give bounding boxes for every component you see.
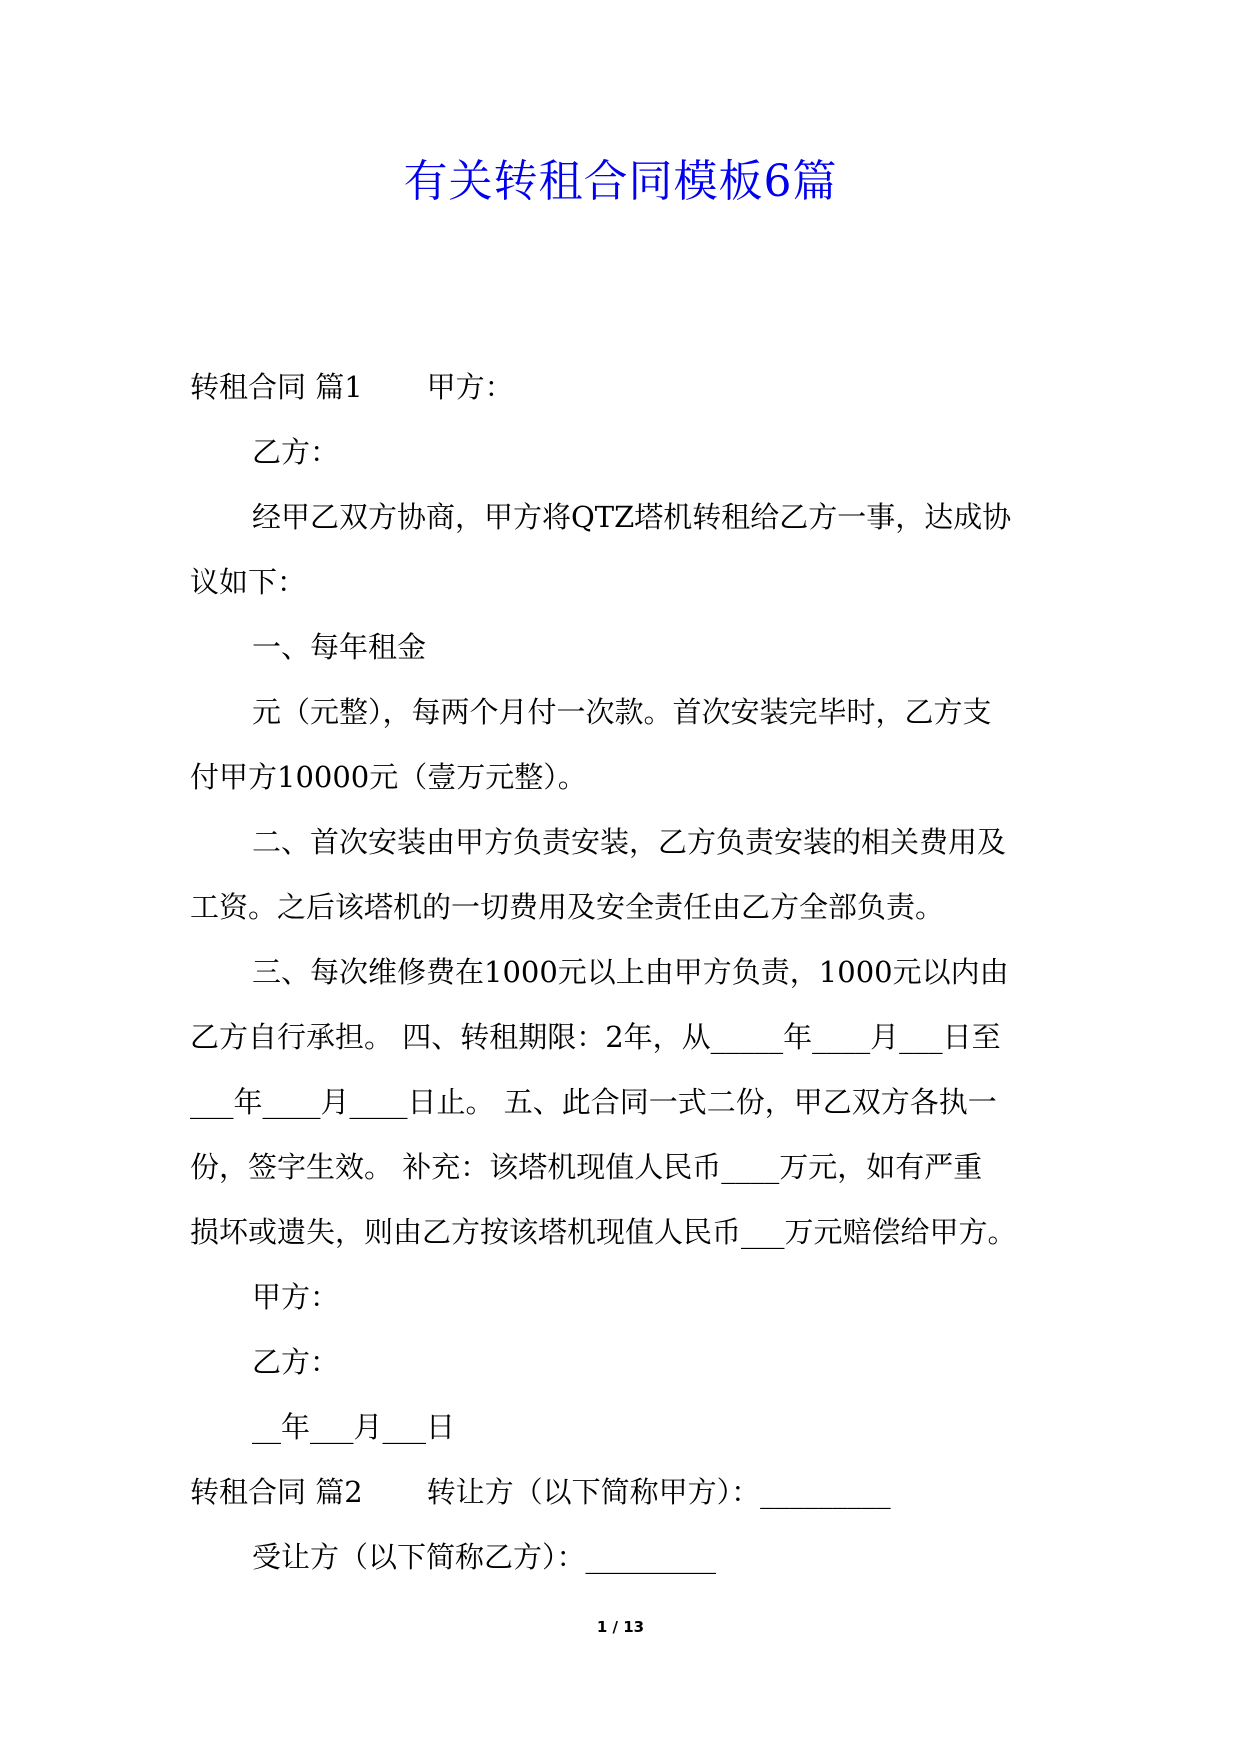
paragraph-line: 一、每年租金 — [252, 630, 427, 664]
paragraph-line: 议如下： — [190, 565, 307, 599]
section-1-party-a: 甲方： — [426, 370, 514, 404]
section-2-party-b: 受让方（以下简称乙方）：_________ — [252, 1540, 717, 1574]
paragraph-line: 工资。之后该塔机的一切费用及安全责任由乙方全部负责。 — [190, 890, 945, 924]
section-1-party-b: 乙方： — [252, 435, 340, 469]
paragraph-line: 元（元整），每两个月付一次款。首次安装完毕时，乙方支 — [252, 695, 992, 729]
paragraph-line: 付甲方10000元（壹万元整）。 — [190, 760, 587, 794]
section-2-heading-line — [190, 1460, 1060, 1525]
section-1-date: __年___月___日 — [252, 1410, 456, 1444]
document-title: 有关转租合同模板6篇 — [403, 156, 838, 207]
section-2-heading: 转租合同 篇2 — [190, 1475, 363, 1509]
paragraph-line: ___年____月____日止。 五、此合同一式二份，甲乙双方各执一 — [190, 1085, 997, 1119]
section-1-sign-b: 乙方： — [252, 1345, 340, 1379]
paragraph-line: 二、首次安装由甲方负责安装，乙方负责安装的相关费用及 — [252, 825, 1007, 859]
paragraph-line: 乙方自行承担。 四、转租期限：2年，从_____年____月___日至 — [190, 1020, 1001, 1054]
section-1-heading: 转租合同 篇1 — [190, 370, 363, 404]
section-1-heading-line — [190, 355, 1060, 420]
paragraph-line: 损坏或遗失，则由乙方按该塔机现值人民币___万元赔偿给甲方。 — [190, 1215, 1017, 1249]
paragraph-line: 份，签字生效。 补充：该塔机现值人民币____万元，如有严重 — [190, 1150, 983, 1184]
paragraph-line: 三、每次维修费在1000元以上由甲方负责，1000元以内由 — [252, 955, 1009, 989]
section-2-party-a: 转让方（以下简称甲方）：_________ — [426, 1475, 891, 1509]
document-body — [190, 355, 1060, 1590]
page-number: 1 / 13 — [596, 1618, 645, 1636]
section-1-sign-a: 甲方： — [252, 1280, 340, 1314]
paragraph-line: 经甲乙双方协商，甲方将QTZ塔机转租给乙方一事，达成协 — [252, 500, 1012, 534]
